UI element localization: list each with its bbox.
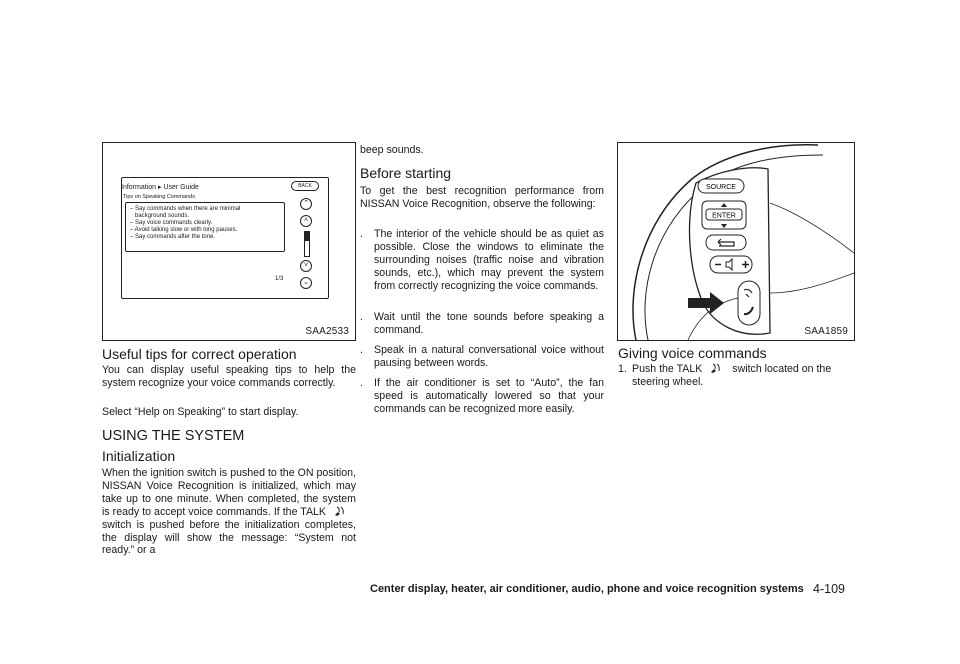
tip-line: – Say voice commands clearly.	[130, 220, 213, 226]
steering-wheel-illustration	[618, 143, 854, 340]
breadcrumb-user-guide: User Guide	[163, 184, 199, 191]
select-help-paragraph: Select “Help on Speaking” to start display.	[102, 406, 299, 418]
figure-id: SAA2533	[305, 326, 349, 337]
page-indicator: 1/3	[275, 276, 284, 282]
subheading-initialization: Initialization	[102, 448, 176, 464]
talk-switch-icon	[710, 363, 724, 374]
step-item: 1. Push the TALK switch located on the steering wheel.	[618, 363, 832, 388]
list-item: . Speak in a natural conversational voice without pausing between words.	[360, 344, 604, 369]
page-number: 4-109	[813, 582, 845, 596]
source-button-label: SOURCE	[706, 184, 736, 191]
back-button: BACK	[291, 181, 319, 191]
heading-giving-voice-commands: Giving voice commands	[618, 345, 767, 361]
footer-section-title: Center display, heater, air conditioner, audio, phone and voice recognition systems	[370, 583, 804, 595]
tip-line: background sounds.	[135, 213, 190, 219]
list-item: . The interior of the vehicle should be as quiet as possible. Close the windows to eliminate the surrounding noises (traffic noise and vibration sounds, etc.), which may prevent the system from correctly recognizing the voice commands.	[360, 228, 604, 292]
tips-paragraph: You can display useful speaking tips to help the system recognize your voice commands correctly.	[102, 364, 356, 389]
scroll-bar	[304, 231, 310, 257]
talk-switch-icon	[334, 506, 348, 517]
tip-line: – Say commands when there are minimal	[130, 206, 241, 212]
heading-before-starting: Before starting	[360, 165, 452, 181]
initialization-paragraph: When the ignition switch is pushed to the ON position, NISSAN Voice Recognition is initialized, which may take up to one minute. When completed, the system is ready to accept voice commands. If the TALKswitch is pushed before the initialization completes, the display will show the message: “System not ready.” or a	[102, 467, 356, 557]
list-item: . If the air conditioner is set to “Auto”, the fan speed is automatically lowered so that your commands can be recognized more easily.	[360, 377, 604, 415]
scroll-down-icon: ˅	[300, 260, 312, 272]
enter-button-label: ENTER	[712, 212, 736, 220]
heading-useful-tips: Useful tips for correct operation	[102, 346, 297, 362]
section-heading: USING THE SYSTEM	[102, 428, 245, 444]
tips-panel	[125, 202, 285, 252]
before-starting-intro: To get the best recognition performance from NISSAN Voice Recognition, observe the following:	[360, 185, 604, 210]
tip-line: – Avoid talking slow or with long pauses.	[130, 227, 238, 233]
scroll-bottom-icon: ⌄	[300, 277, 312, 289]
list-item: . Wait until the tone sounds before speaking a command.	[360, 311, 604, 336]
breadcrumb-arrow-icon: ▸	[157, 184, 162, 191]
scroll-top-icon: ⌃	[300, 198, 312, 210]
continuation-text: beep sounds.	[360, 144, 424, 156]
screen-subtitle: Tips on Speaking Commands	[123, 194, 195, 200]
breadcrumb-information: Information	[121, 184, 157, 191]
scroll-up-icon: ˄	[300, 215, 312, 227]
screen-breadcrumb	[121, 183, 199, 191]
scroll-bar-fill	[305, 232, 309, 241]
figure-steering-wheel	[617, 142, 855, 341]
tip-line: – Say commands after the tone.	[130, 234, 216, 240]
figure-id: SAA1859	[804, 326, 848, 337]
figure-nav-screen	[102, 142, 356, 341]
